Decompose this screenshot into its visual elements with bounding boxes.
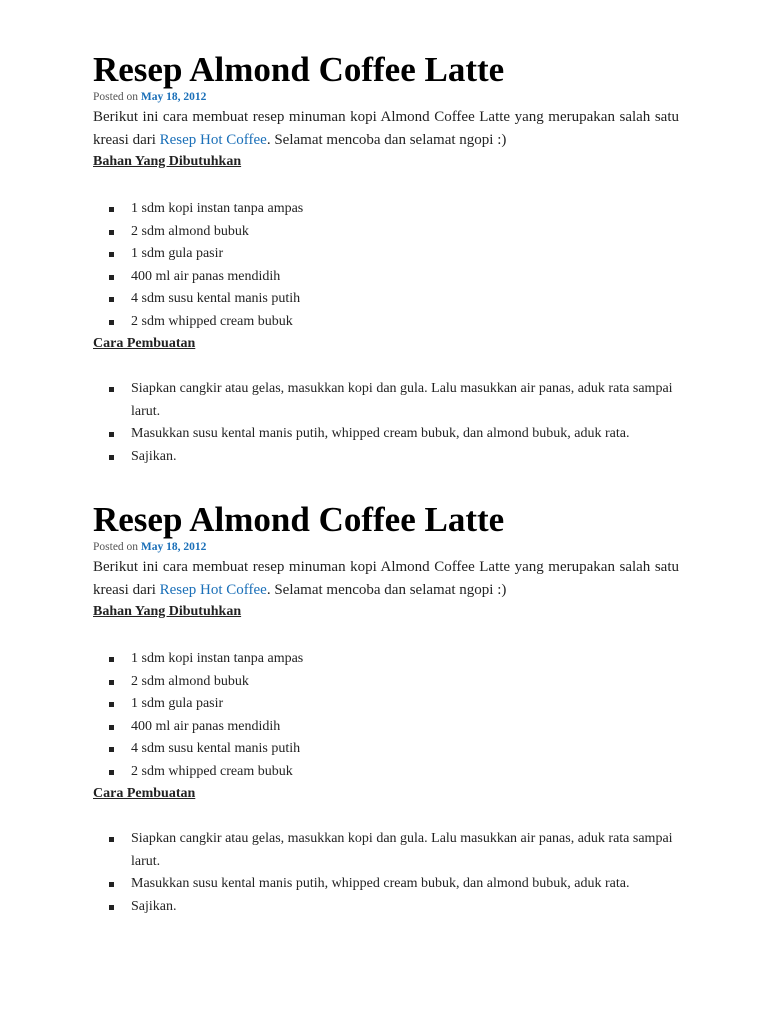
ingredient-text: 1 sdm gula pasir: [131, 246, 224, 261]
ingredient-text: 1 sdm kopi instan tanpa ampas: [131, 201, 304, 216]
ingredient-text: 400 ml air panas mendidih: [131, 718, 281, 734]
list-item: [93, 671, 679, 694]
square-bullet-icon: [109, 455, 114, 460]
list-item: [93, 378, 679, 423]
post-meta: [93, 540, 679, 554]
square-bullet-icon: [109, 747, 114, 752]
steps-heading: Cara Pembuatan: [93, 336, 196, 351]
ingredient-text: 1 sdm kopi instan tanpa ampas: [131, 651, 304, 666]
square-bullet-icon: [109, 770, 114, 775]
step-text: Siapkan cangkir atau gelas, masukkan kopi dan gula. Lalu masukkan air panas, aduk rata sampai larut.: [131, 831, 673, 869]
ingredient-text: 2 sdm almond bubuk: [131, 673, 249, 689]
resep-hot-coffee-link[interactable]: Resep Hot Coffee: [159, 131, 267, 148]
square-bullet-icon: [109, 252, 114, 257]
square-bullet-icon: [109, 725, 114, 730]
intro-text-end: . Selamat mencoba dan selamat ngopi :): [266, 131, 507, 148]
square-bullet-icon: [109, 657, 114, 662]
step-text: Masukkan susu kental manis putih, whipped cream bubuk, dan almond bubuk, aduk rata.: [131, 876, 630, 891]
square-bullet-icon: [109, 275, 114, 280]
ingredients-heading: Bahan Yang Dibutuhkan: [93, 154, 242, 169]
steps-list: [93, 378, 679, 468]
steps-list: [93, 828, 679, 918]
steps-heading: Cara Pembuatan: [93, 786, 196, 801]
list-item: [93, 828, 679, 873]
ingredient-text: 4 sdm susu kental manis putih: [131, 291, 301, 306]
square-bullet-icon: [109, 702, 114, 707]
intro-text: Berikut ini cara membuat resep minuman kopi Almond Coffee Latte yang merupakan salah satu kreasi dari: [93, 559, 679, 598]
list-item: [93, 873, 679, 896]
square-bullet-icon: [109, 297, 114, 302]
post-meta: [93, 90, 679, 104]
square-bullet-icon: [109, 320, 114, 325]
square-bullet-icon: [109, 905, 114, 910]
list-item: [93, 446, 679, 469]
post-1: [93, 50, 679, 468]
step-text: Sajikan.: [131, 898, 177, 914]
list-item: [93, 896, 679, 919]
list-item: [93, 423, 679, 446]
post-intro: [93, 556, 679, 601]
step-text: Sajikan.: [131, 448, 177, 464]
post-intro: [93, 106, 679, 151]
square-bullet-icon: [109, 207, 114, 212]
step-text: Siapkan cangkir atau gelas, masukkan kopi dan gula. Lalu masukkan air panas, aduk rata sampai larut.: [131, 381, 673, 419]
list-item: [93, 693, 679, 716]
ingredient-text: 2 sdm whipped cream bubuk: [131, 763, 293, 779]
post-date-link[interactable]: May 18, 2012: [140, 91, 207, 103]
intro-text: Berikut ini cara membuat resep minuman kopi Almond Coffee Latte yang merupakan salah satu kreasi dari: [93, 109, 679, 148]
square-bullet-icon: [109, 680, 114, 685]
list-item: [93, 243, 679, 266]
ingredients-list: [93, 198, 679, 333]
list-item: [93, 738, 679, 761]
list-item: [93, 198, 679, 221]
post-title: Resep Almond Coffee Latte: [93, 50, 505, 89]
list-item: [93, 648, 679, 671]
square-bullet-icon: [109, 882, 114, 887]
resep-hot-coffee-link[interactable]: Resep Hot Coffee: [159, 581, 267, 598]
square-bullet-icon: [109, 387, 114, 392]
posted-on-label: Posted on: [93, 91, 139, 103]
list-item: [93, 266, 679, 289]
ingredients-list: [93, 648, 679, 783]
intro-text-end: . Selamat mencoba dan selamat ngopi :): [266, 581, 507, 598]
ingredients-heading: Bahan Yang Dibutuhkan: [93, 604, 242, 619]
ingredient-text: 2 sdm almond bubuk: [131, 223, 249, 239]
post-date-link[interactable]: May 18, 2012: [140, 541, 207, 553]
list-item: [93, 716, 679, 739]
square-bullet-icon: [109, 837, 114, 842]
step-text: Masukkan susu kental manis putih, whipped cream bubuk, dan almond bubuk, aduk rata.: [131, 426, 630, 441]
ingredient-text: 4 sdm susu kental manis putih: [131, 741, 301, 756]
list-item: [93, 761, 679, 784]
square-bullet-icon: [109, 230, 114, 235]
ingredient-text: 2 sdm whipped cream bubuk: [131, 313, 293, 329]
list-item: [93, 221, 679, 244]
post-2: [93, 500, 679, 918]
post-title: Resep Almond Coffee Latte: [93, 500, 505, 539]
square-bullet-icon: [109, 432, 114, 437]
posted-on-label: Posted on: [93, 541, 139, 553]
list-item: [93, 288, 679, 311]
list-item: [93, 311, 679, 334]
ingredient-text: 1 sdm gula pasir: [131, 696, 224, 711]
ingredient-text: 400 ml air panas mendidih: [131, 268, 281, 284]
